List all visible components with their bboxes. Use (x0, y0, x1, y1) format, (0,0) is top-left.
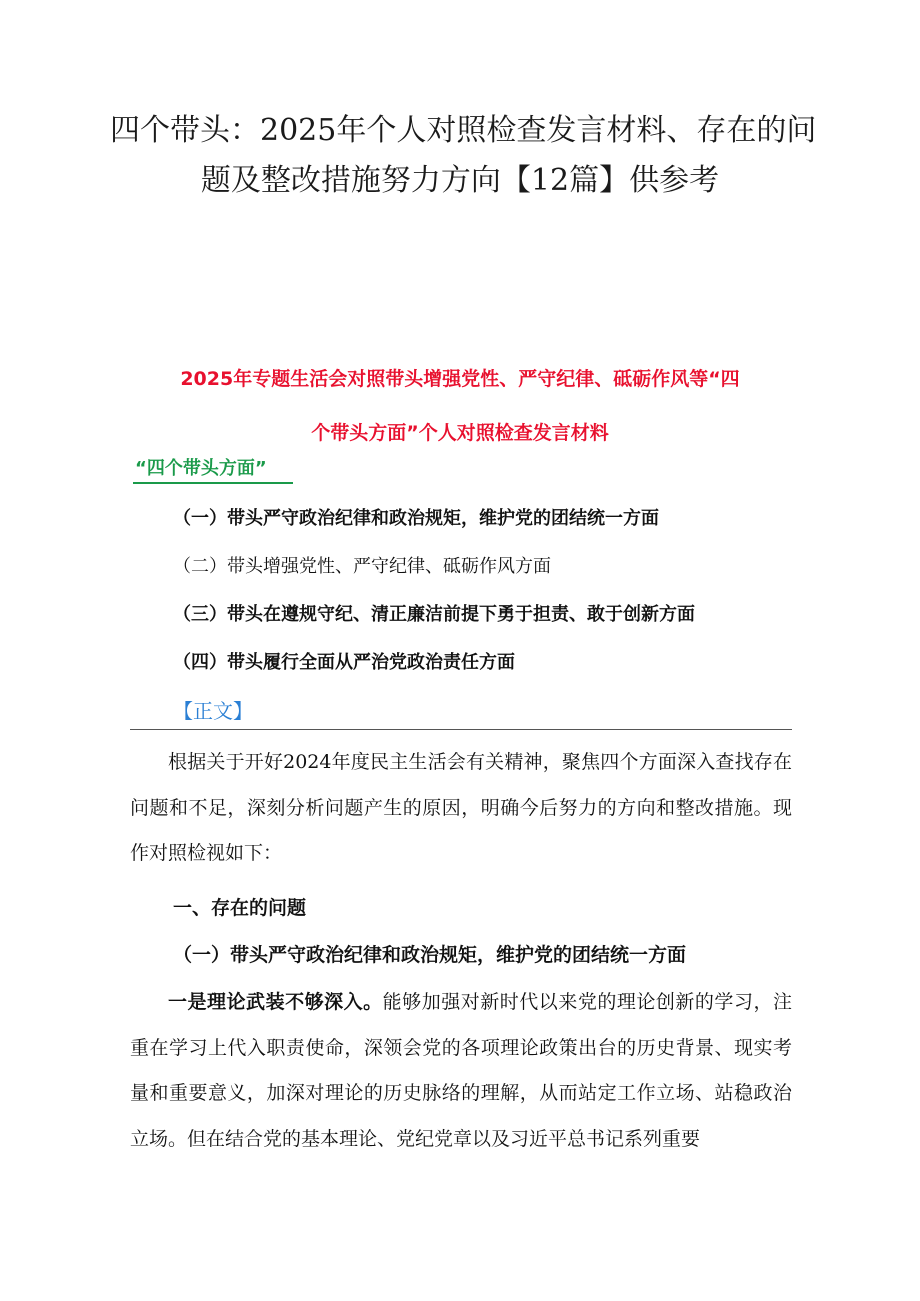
toc-item-1: （一）带头严守政治纪律和政治规矩，维护党的团结统一方面 (173, 508, 659, 529)
intro-paragraph: 根据关于开好2024年度民主生活会有关精神，聚焦四个方面深入查找存在问题和不足，深刻分析问题产生的原因，明确今后努力的方向和整改措施。现作对照检视如下： (130, 751, 792, 864)
red-title-line-2: 个带头方面”个人对照检查发言材料 (311, 422, 609, 444)
toc-link-four-leads[interactable]: “四个带头方面” (133, 456, 293, 484)
document-title-line-2: 题及整改措施努力方向【12篇】供参考 (200, 163, 720, 198)
red-title-line-1: 2025年专题生活会对照带头增强党性、严守纪律、砥砺作风等“四 (180, 368, 740, 390)
section-heading-problems: 一、存在的问题 (173, 897, 307, 919)
toc-item-4: （四）带头履行全面从严治党政治责任方面 (173, 652, 515, 673)
zhengwen-label[interactable]: 【正文】 (173, 699, 253, 723)
horizontal-divider (130, 729, 792, 730)
toc-item-2: （二）带头增强党性、严守纪律、砥砺作风方面 (173, 556, 551, 577)
subsection-heading-1: （一）带头严守政治纪律和政治规矩，维护党的团结统一方面 (173, 944, 687, 966)
point-1-paragraph (130, 980, 792, 1162)
point-1-body: 能够加强对新时代以来党的理论创新的学习，注重在学习上代入职责使命，深领会党的各项理论政策出台的历史背景、现实考量和重要意义，加深对理论的历史脉络的理解，从而站定工作立场、站稳政治立场。但在结合党的基本理论、党纪党章以及习近平总书记系列重要 (130, 991, 792, 1150)
point-1-lead: 一是理论武装不够深入。 (168, 991, 383, 1013)
document-title (110, 106, 817, 206)
toc-item-3: （三）带头在遵规守纪、清正廉洁前提下勇于担责、敢于创新方面 (173, 604, 695, 625)
section-red-title (130, 352, 790, 460)
document-title-line-1: 四个带头：2025年个人对照检查发言材料、存在的问 (110, 113, 817, 148)
